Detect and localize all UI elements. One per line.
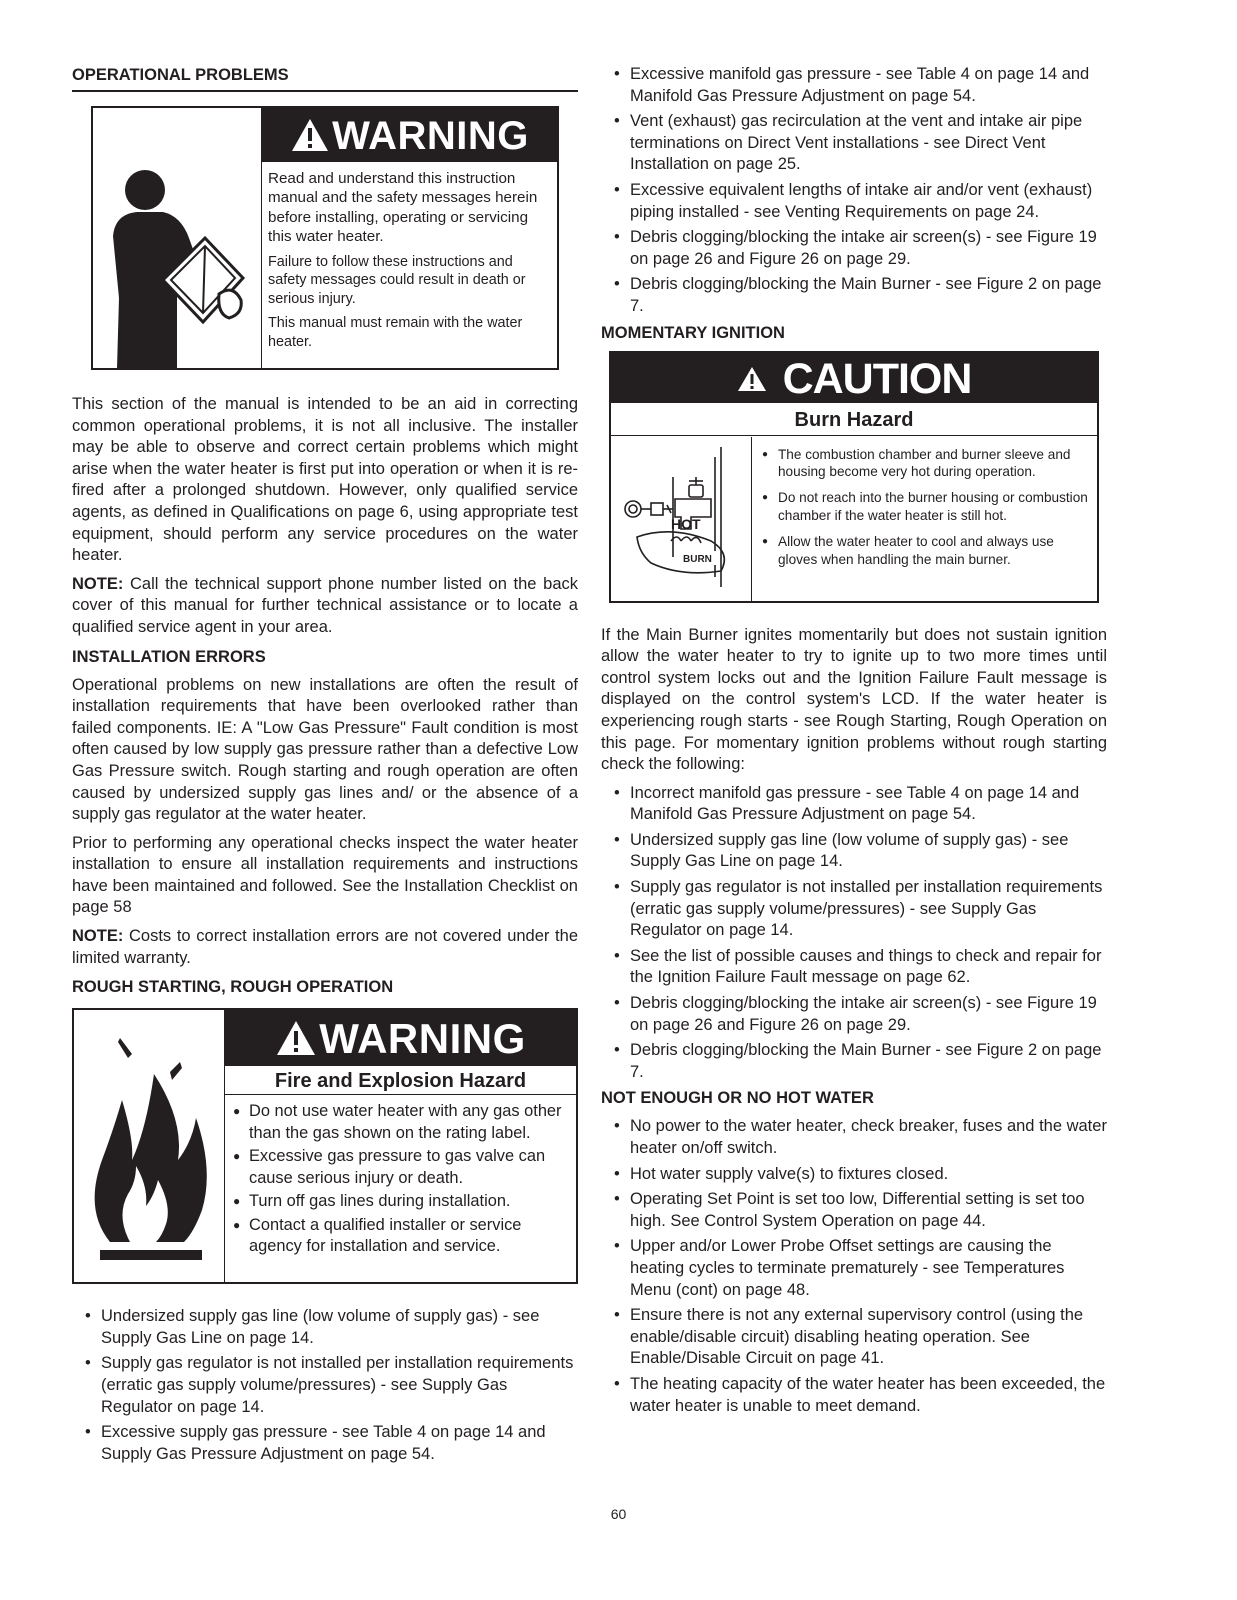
warning-header [262,108,557,162]
warning-paragraph-3: This manual must remain with the water heater. [268,315,523,350]
warning-item: ● Turn off gas lines during installation. [233,1191,572,1213]
caution-item: ● Allow the water heater to cool and always use gloves when handling the main burner. [762,533,1093,569]
list-item: • The heating capacity of the water heater has been exceeded, the water heater is unable to meet demand. [601,1374,1107,1417]
section-heading-rule [72,64,578,92]
list-item: • Undersized supply gas line (low volume of supply gas) - see Supply Gas Line on page 14. [601,830,1107,873]
hot-water-heading: NOT ENOUGH OR NO HOT WATER [601,1089,874,1108]
warning-item: ● Do not use water heater with any gas other than the gas shown on the rating label. [233,1101,572,1144]
list-item: • See the list of possible causes and things to check and repair for the Ignition Failure Fault message on page 62. [601,946,1107,989]
rough-starting-list [72,1306,578,1465]
warning-body [262,162,557,352]
list-item: • Debris clogging/blocking the Main Burner - see Figure 2 on page 7. [601,1040,1107,1083]
hazard-subtitle: Fire and Explosion Hazard [225,1066,576,1095]
list-item: • Upper and/or Lower Probe Offset settings are causing the heating cycles to terminate prematurely - see Temperatures Menu (cont) on page 48. [601,1236,1107,1301]
installation-errors-heading: INSTALLATION ERRORS [72,647,266,666]
person-reading-icon [93,108,261,368]
caution-box-burn [609,351,1099,603]
caution-item: ● Do not reach into the burner housing or combustion chamber if the water heater is still hot. [762,489,1093,525]
list-item: • No power to the water heater, check breaker, fuses and the water heater on/off switch. [601,1116,1107,1159]
fire-pictogram [74,1010,224,1282]
burn-label: BURN [683,553,712,565]
warning-text-panel [261,108,557,368]
rough-starting-heading: ROUGH STARTING, ROUGH OPERATION [72,978,394,997]
right-column [601,64,1107,1421]
section-title: OPERATIONAL PROBLEMS [72,66,289,84]
list-item: • Debris clogging/blocking the intake air screen(s) - see Figure 19 on page 26 and Figure 26 on page 29. [601,993,1107,1036]
list-item: • Incorrect manifold gas pressure - see Table 4 on page 14 and Manifold Gas Pressure Adjustment on page 54. [601,783,1107,826]
hot-label: HOT [671,515,701,532]
caution-header [611,353,1097,403]
list-item: • Vent (exhaust) gas recirculation at the vent and intake air pipe terminations on Direct Vent installations - see Direct Vent Installation on page 25. [601,111,1107,176]
installation-paragraph-1: Operational problems on new installations are often the result of installation requirements that have been overlooked rather than failed components. IE: A "Low Gas Pressure" Fault condition is most often caused by low supply gas pressure rather than a defective Low Gas Pressure switch. Rough starting and rough operation are often caused by undersized supply gas lines and/ or the absence of a supply gas regulator at the water heater. [72,675,578,824]
left-column [72,64,578,1469]
list-item: • Debris clogging/blocking the intake air screen(s) - see Figure 19 on page 26 and Figure 26 on page 29. [601,227,1107,270]
warning-item: ● Contact a qualified installer or service agency for installation and service. [233,1215,572,1258]
note-label: NOTE: [72,574,124,593]
warning-text-panel [224,1010,576,1282]
list-item: • Supply gas regulator is not installed per installation requirements (erratic gas supply volume/pressures) - see Supply Gas Regulator on page 14. [601,877,1107,942]
warning-box-fire [72,1008,578,1284]
note-text: Costs to correct installation errors are not covered under the limited warranty. [72,927,578,967]
hot-water-list [601,1116,1107,1417]
rough-starting-list-continued [601,64,1107,318]
warning-item: ● Excessive gas pressure to gas valve can cause serious injury or death. [233,1146,572,1189]
hot-burn-icon [611,437,751,601]
list-item: • Ensure there is not any external supervisory control (using the enable/disable circuit) disabling heating operation. See Enable/Disable Circuit on page 41. [601,1305,1107,1370]
warning-triangle-icon [737,365,767,393]
hazard-subtitle: Burn Hazard [611,403,1097,436]
warning-box-manual [91,106,559,370]
list-item: • Debris clogging/blocking the Main Burner - see Figure 2 on page 7. [601,274,1107,317]
momentary-ignition-heading: MOMENTARY IGNITION [601,323,785,342]
warning-triangle-icon [275,1019,317,1057]
list-item: • Excessive manifold gas pressure - see Table 4 on page 14 and Manifold Gas Pressure Adjustment on page 54. [601,64,1107,107]
intro-paragraph: This section of the manual is intended to be an aid in correcting common operational problems, it is not all inclusive. The installer may be able to observe and correct certain problems which might arise when the water heater is first put into operation or when it is re-fired after a prolonged shutdown. However, only qualified service agents, as defined in Qualifications on page 6, using appropriate test equipment, should perform any service procedures on the water heater. [72,395,578,565]
burn-pictogram [611,437,751,601]
warning-title: WARNING [332,114,529,158]
page-number: 60 [610,1506,627,1522]
warning-paragraph-2: Failure to follow these instructions and safety messages could result in death or serious injury. [268,253,526,307]
caution-item: ● The combustion chamber and burner sleeve and housing become very hot during operation. [762,446,1093,482]
note-paragraph-1 [72,574,578,639]
flame-icon [74,1010,224,1282]
warning-triangle-icon [290,117,330,153]
reading-manual-pictogram [93,108,261,368]
warning-item-list [225,1095,576,1258]
note-paragraph-2 [72,926,578,969]
momentary-ignition-list [601,783,1107,1084]
list-item: • Undersized supply gas line (low volume of supply gas) - see Supply Gas Line on page 14. [72,1306,578,1349]
caution-item-list [752,437,1097,569]
installation-paragraph-2: Prior to performing any operational checks inspect the water heater installation to ensure all installation requirements and instructions have been maintained and followed. See the Installation Checklist on page 58 [72,833,578,917]
warning-header [225,1010,576,1066]
list-item: • Excessive supply gas pressure - see Table 4 on page 14 and Supply Gas Pressure Adjustment on page 54. [72,1422,578,1465]
note-label: NOTE: [72,927,124,946]
caution-title: CAUTION [782,354,972,403]
momentary-paragraph: If the Main Burner ignites momentarily but does not sustain ignition allow the water heater to try to ignite up to two more times until control system locks out and the Ignition Failure Fault message is displayed on the control system's LCD. If the water heater is experiencing rough starts - see Rough Starting, Rough Operation on this page. For momentary ignition problems without rough starting check the following: [601,625,1107,774]
note-text: Call the technical support phone number listed on the back cover of this manual for further technical assistance or to locate a qualified service agent in your area. [72,574,578,636]
list-item: • Excessive equivalent lengths of intake air and/or vent (exhaust) piping installed - see Venting Requirements on page 24. [601,180,1107,223]
list-item: • Operating Set Point is set too low, Differential setting is set too high. See Control System Operation on page 44. [601,1189,1107,1232]
caution-text-panel [751,437,1097,601]
list-item: • Supply gas regulator is not installed per installation requirements (erratic gas supply volume/pressures) - see Supply Gas Regulator on page 14. [72,1353,578,1418]
warning-title: WARNING [319,1015,526,1063]
list-item: • Hot water supply valve(s) to fixtures closed. [601,1164,1107,1186]
warning-paragraph-1: Read and understand this instruction manual and the safety messages herein before installing, operating or servicing this water heater. [268,170,538,246]
